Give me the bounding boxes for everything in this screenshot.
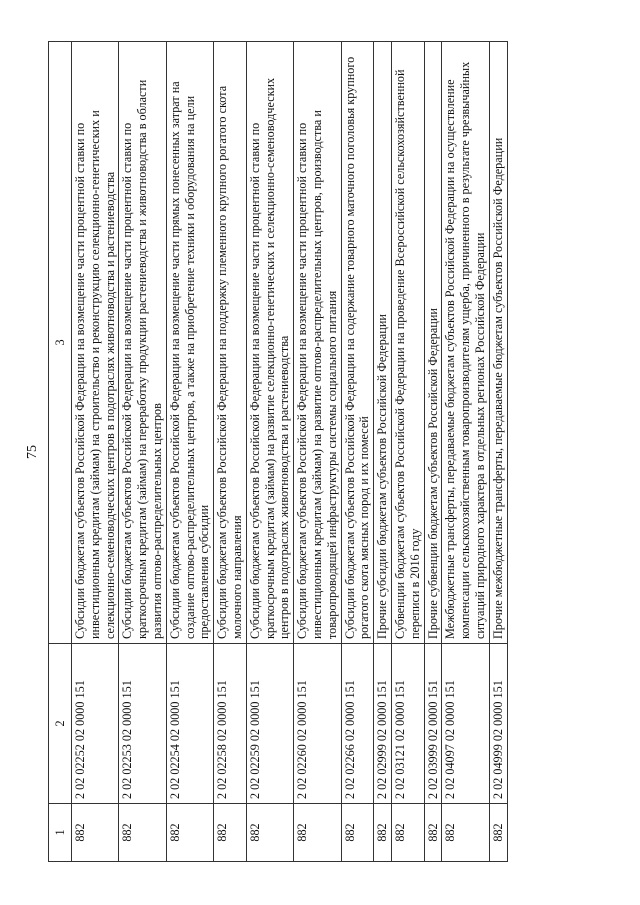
budget-codes-table [48, 41, 508, 862]
table-row [214, 42, 247, 862]
admin-code-cell: 882 [374, 804, 392, 862]
kbk-code-cell: 2 02 02266 02 0000 151 [341, 644, 374, 804]
kbk-code-cell: 2 02 02254 02 0000 151 [166, 644, 213, 804]
kbk-code-cell: 2 02 02258 02 0000 151 [214, 644, 247, 804]
table-row [489, 42, 507, 862]
table-row [72, 42, 119, 862]
revenue-name-cell: Субсидии бюджетам субъектов Российской Федерации на содержание товарного маточного поголовья крупного рогатого скота мясных пород и их помесей [341, 42, 374, 644]
revenue-name-cell: Субсидии бюджетам субъектов Российской Федерации на возмещение части процентной ставки по краткосрочным кредитам (займам) на переработку продукции растениеводства и животноводства в области развития оптово-распределительных центров [119, 42, 166, 644]
kbk-code-cell: 2 02 02999 02 0000 151 [374, 644, 392, 804]
admin-code-cell: 882 [341, 804, 374, 862]
revenue-name-cell: Субсидии бюджетам субъектов Российской Федерации на возмещение части прямых понесенных затрат на создание оптово-распределительных центров, а также на приобретение техники и оборудования на цели предоставления субсидии [166, 42, 213, 644]
table-row [424, 42, 442, 862]
kbk-code-cell: 2 02 04097 02 0000 151 [442, 644, 489, 804]
admin-code-cell: 882 [489, 804, 507, 862]
admin-code-cell: 882 [424, 804, 442, 862]
table-row [294, 42, 341, 862]
admin-code-cell: 882 [442, 804, 489, 862]
kbk-code-cell: 2 02 02253 02 0000 151 [119, 644, 166, 804]
revenue-name-cell: Межбюджетные трансферты, передаваемые бюджетам субъектов Российской Федерации на осуществление компенсации сельскохозяйственным товаропроизводителям ущерба, причиненного в результате чрезвычайных ситуаций природного характера в отдельных регионах Российской Федерации [442, 42, 489, 644]
admin-code-cell: 882 [214, 804, 247, 862]
kbk-code-cell: 2 02 02252 02 0000 151 [72, 644, 119, 804]
table-row [119, 42, 166, 862]
admin-code-cell: 882 [72, 804, 119, 862]
page-number: 75 [25, 445, 40, 459]
revenue-name-cell: Прочие межбюджетные трансферты, передаваемые бюджетам субъектов Российской Федерации [489, 42, 507, 644]
table-row [391, 42, 424, 862]
kbk-code-cell: 2 02 03999 02 0000 151 [424, 644, 442, 804]
revenue-name-cell: Субвенции бюджетам субъектов Российской Федерации на проведение Всероссийской сельскохозяйственной переписи в 2016 году [391, 42, 424, 644]
table-row [166, 42, 213, 862]
admin-code-cell: 882 [294, 804, 341, 862]
kbk-code-cell: 2 02 03121 02 0000 151 [391, 644, 424, 804]
admin-code-cell: 882 [119, 804, 166, 862]
admin-code-cell: 882 [166, 804, 213, 862]
revenue-name-cell: Субсидии бюджетам субъектов Российской Федерации на возмещение части процентной ставки по краткосрочным кредитам (займам) на развитие селекционно-генетических и селекционно-семеноводческих центров в подотраслях животноводства и растениеводства [246, 42, 293, 644]
revenue-name-cell: Субсидии бюджетам субъектов Российской Федерации на поддержку племенного крупного рогатого скота молочного направления [214, 42, 247, 644]
revenue-name-cell: Субсидии бюджетам субъектов Российской Федерации на возмещение части процентной ставки по инвестиционным кредитам (займам) на строительство и реконструкцию селекционно-генетических и селекционно-семеноводческих центров в подотраслях животноводства и растениеводства [72, 42, 119, 644]
admin-code-cell: 882 [246, 804, 293, 862]
header-col-1: 1 [49, 804, 72, 862]
table-header-row [49, 42, 72, 862]
table-row [246, 42, 293, 862]
rotated-table-container [48, 42, 592, 862]
header-col-2: 2 [49, 644, 72, 804]
admin-code-cell: 882 [391, 804, 424, 862]
table-row [442, 42, 489, 862]
header-col-3: 3 [49, 42, 72, 644]
kbk-code-cell: 2 02 04999 02 0000 151 [489, 644, 507, 804]
kbk-code-cell: 2 02 02259 02 0000 151 [246, 644, 293, 804]
kbk-code-cell: 2 02 02260 02 0000 151 [294, 644, 341, 804]
table-row [374, 42, 392, 862]
table-row [341, 42, 374, 862]
revenue-name-cell: Прочие субсидии бюджетам субъектов Российской Федерации [374, 42, 392, 644]
revenue-name-cell: Прочие субвенции бюджетам субъектов Российской Федерации [424, 42, 442, 644]
revenue-name-cell: Субсидии бюджетам субъектов Российской Федерации на возмещение части процентной ставки по инвестиционным кредитам (займам) на развитие оптово-распределительных центров, производства и товаропроводящей инфраструктуры системы социального питания [294, 42, 341, 644]
